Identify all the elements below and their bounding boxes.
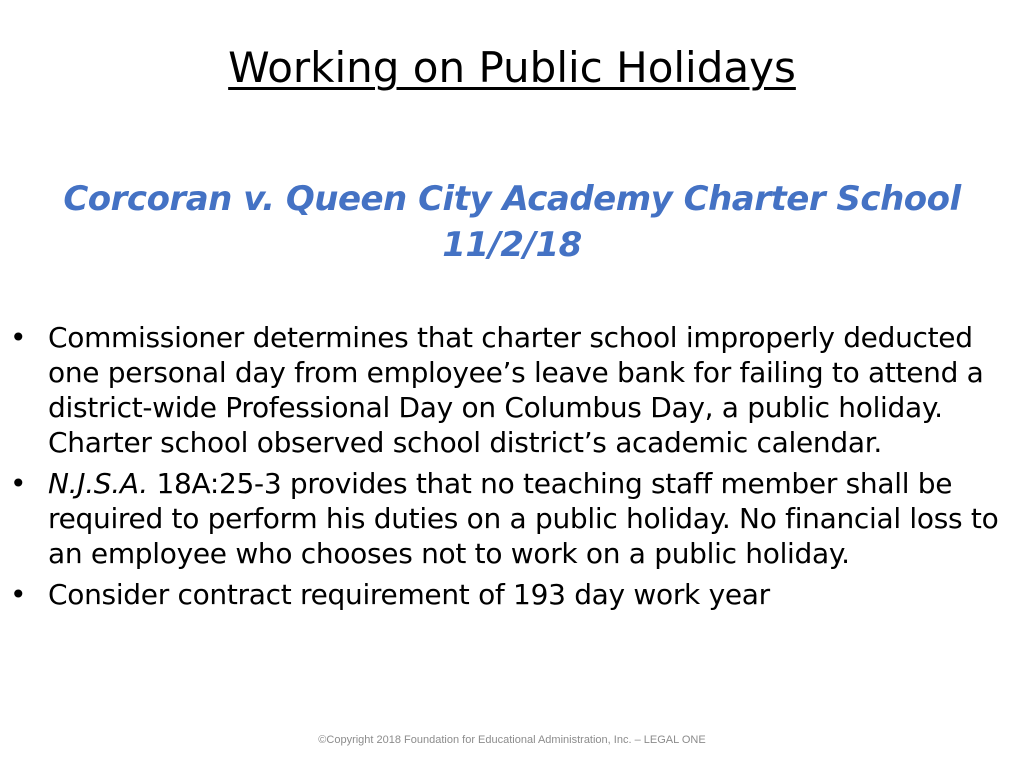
bullet-text: Commissioner determines that charter school improperly deducted one personal day from employee’s leave bank for failing to attend a district-wide Professional Day on Columbus Day, a public holiday. Charter school observed school district’s academic calendar. <box>48 321 984 459</box>
bullet-text: Consider contract requirement of 193 day work year <box>48 578 770 611</box>
bullet-dot-icon: • <box>10 467 27 500</box>
case-name: Corcoran v. Queen City Academy Charter School <box>63 179 961 219</box>
statute-citation: N.J.S.A. <box>48 467 148 500</box>
bullet-text: 18A:25-3 provides that no teaching staff member shall be required to perform his duties on a public holiday. No financial loss to an employee who chooses not to work on a public holiday. <box>48 467 999 570</box>
bullet-dot-icon: • <box>10 578 27 611</box>
case-date: 11/2/18 <box>442 225 582 265</box>
bullet-item-commissioner <box>8 320 1004 460</box>
bullet-list <box>8 320 1004 618</box>
slide-title: Working on Public Holidays <box>228 43 796 92</box>
bullet-dot-icon: • <box>10 321 27 354</box>
case-heading <box>30 176 994 268</box>
bullet-item-statute <box>8 466 1004 571</box>
footer-copyright: ©Copyright 2018 Foundation for Educational Administration, Inc. – LEGAL ONE <box>318 734 706 746</box>
bullet-item-contract <box>8 577 1004 612</box>
